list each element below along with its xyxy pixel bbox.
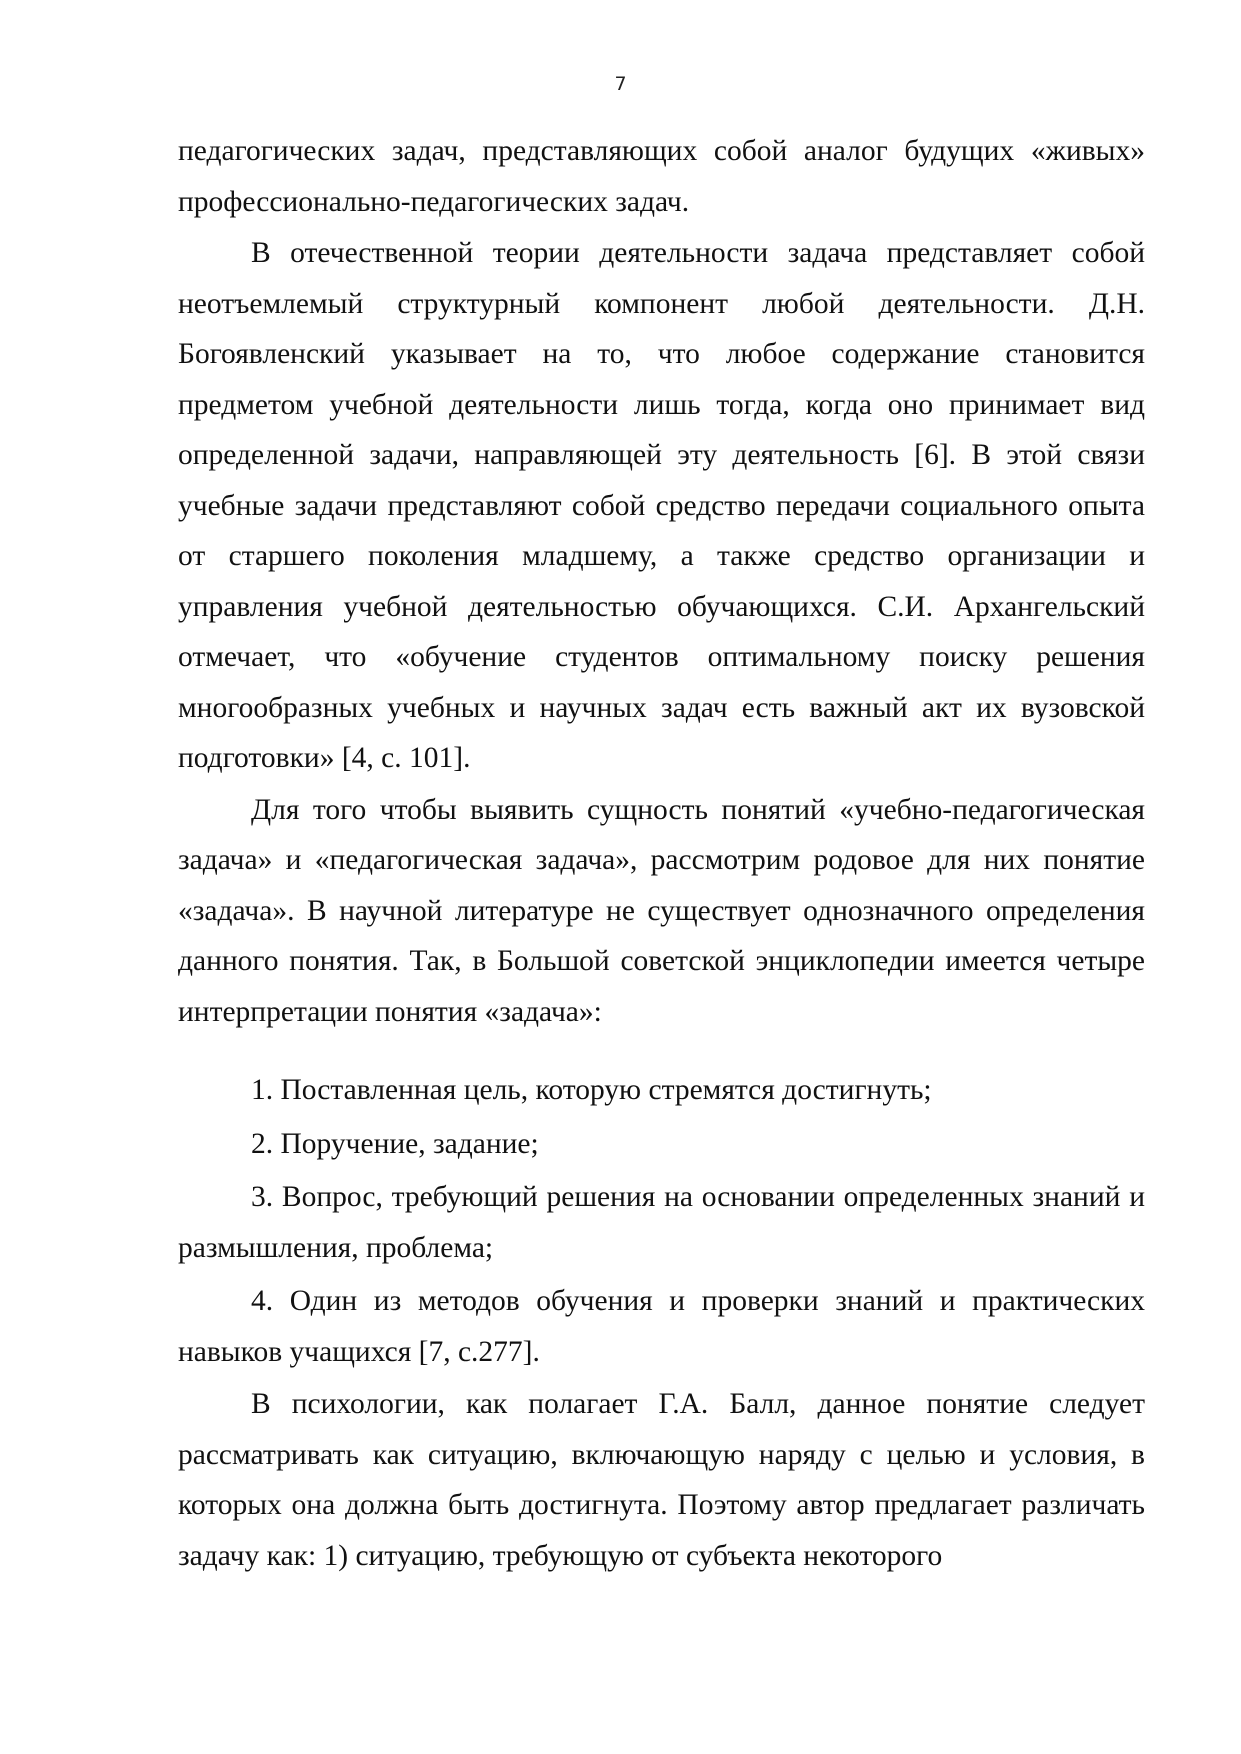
- paragraph-task-theory: В отечественной теории деятельности задача представляет собой неотъемлемый структурный компонент любой деятельности. Д.Н. Богоявленский указывает на то, что любое содержание становится предметом учебной деятельности лишь тогда, когда оно принимает вид определенной задачи, направляющей эту деятельность [6]. В этой связи учебные задачи представляют собой средство передачи социального опыта от старшего поколения младшему, а также средство организации и управления учебной деятельностью обучающихся. С.И. Архангельский отмечает, что «обучение студентов оптимальному поиску решения многообразных учебных и научных задач есть важный акт их вузовской подготовки» [4, с. 101].: [178, 237, 1145, 774]
- list-item: 1. Поставленная цель, которую стремятся достигнуть;: [251, 1074, 932, 1106]
- document-body: [178, 126, 1145, 1581]
- list-item: 4. Один из методов обучения и проверки знаний и практических навыков учащихся [7, с.277].: [178, 1285, 1145, 1368]
- paragraph-task-concept: Для того чтобы выявить сущность понятий «учебно-педагогическая задача» и «педагогическая задача», рассмотрим родовое для них понятие «задача». В научной литературе не существует однозначного определения данного понятия. Так, в Большой советской энциклопедии имеется четыре интерпретации понятия «задача»:: [178, 793, 1145, 1028]
- paragraph-psychology: В психологии, как полагает Г.А. Балл, данное понятие следует рассматривать как ситуацию, включающую наряду с целью и условия, в которых она должна быть достигнута. Поэтому автор предлагает различать задачу как: 1) ситуацию, требующую от субъекта некоторого: [178, 1388, 1145, 1572]
- page-number: 7: [614, 73, 627, 95]
- list-item: 2. Поручение, задание;: [251, 1127, 539, 1160]
- paragraph-continuation: педагогических задач, представляющих собой аналог будущих «живых» профессионально-педагогических задач.: [178, 135, 1145, 218]
- list-item: 3. Вопрос, требующий решения на основании определенных знаний и размышления, проблема;: [178, 1181, 1145, 1264]
